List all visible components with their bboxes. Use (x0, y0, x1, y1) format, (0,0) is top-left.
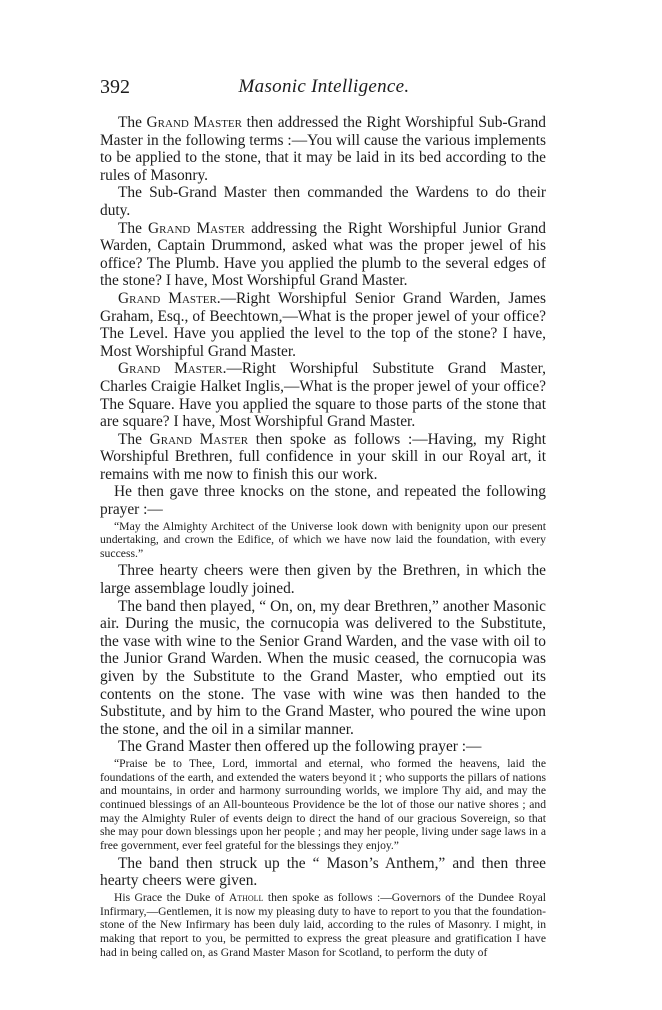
final-paragraph: His Grace the Duke of Atholl then spoke as follows :—Governors of the Dundee Royal Infirmary,—Gentlemen, it is now my pleasing duty to have to report to you that the foundation-stone of the New Infirmary has been duly laid, according to the rules of Masonry. I might, in making that report to you, be permitted to express the great pleasure and gratification I have had in being called on, as Grand Master Mason for Scotland, to perform the duty of (100, 891, 547, 959)
prayer-quote: “Praise be to Thee, Lord, immortal and eternal, who formed the heavens, laid the foundations of the earth, and extended the waters beyond it ; who supports the pillars of nations and mountains, in order and harmony surrounding worlds, we implore Thy aid, and may the continued blessings of an All-bounteous Providence be the lot of those our native shores ; and may the Almighty Ruler of events deign to direct the hand of our gracious Sovereign, so that she may pour down blessings upon her people ; and may her people, living under sage laws in a free government, ever feel grateful for the blessings they enjoy.” (100, 756, 546, 853)
page-number: 392 (100, 76, 130, 98)
paragraph: Three hearty cheers were then given by the Brethren, in which the large assemblage loudly joined. (100, 562, 546, 598)
paragraph: Grand Master.—Right Worshipful Senior Grand Warden, James Graham, Esq., of Beechtown,—What is the proper jewel of your office? The Level. Have you applied the level to the top of the stone? I have, Most Worshipful Grand Master. (100, 289, 546, 360)
page-header (100, 76, 548, 100)
prayer-quote: “May the Almighty Architect of the Universe look down with benignity upon our present undertaking, and crown the Edifice, of which we have now laid the foundation, with every success.” (100, 519, 546, 560)
speaker-name: Grand Master (148, 219, 245, 237)
speaker-name: Grand Master (146, 114, 242, 131)
paragraph: He then gave three knocks on the stone, and repeated the following prayer :— (100, 483, 546, 519)
paragraph: The Grand Master then addressed the Right Worshipful Sub-Grand Master in the following terms :—You will cause the various implements to be applied to the stone, that it may be laid in its bed according to the rules of Masonry. (100, 114, 547, 184)
speaker-name: Grand Master (118, 289, 217, 307)
speaker-name: Grand Master (118, 360, 223, 378)
article-body (100, 114, 546, 962)
paragraph: The Grand Master then spoke as follows :—Having, my Right Worshipful Brethren, full confidence in your skill in our Royal art, it remains with me now to finish this our work. (100, 430, 547, 483)
paragraph: The band then played, “ On, on, my dear Brethren,” another Masonic air. During the music, the cornucopia was delivered to the Substitute, the vase with wine to the Senior Grand Warden, and the vase with oil to the Junior Grand Warden. When the music ceased, the cornucopia was given by the Substitute to the Grand Master, who emptied out its contents on the stone. The vase with wine was then handed to the Substitute, and by him to the Grand Master, who poured the wine upon the stone, and the oil in a similar manner. (100, 597, 546, 738)
paragraph: The band then struck up the “ Mason’s Anthem,” and then three hearty cheers were given. (100, 854, 546, 890)
speaker-name: Grand Master (149, 430, 249, 448)
paragraph: The Grand Master addressing the Right Worshipful Junior Grand Warden, Captain Drummond, asked what was the proper jewel of his office? The Plumb. Have you applied the plumb to the several edges of the stone? I have, Most Worshipful Grand Master. (100, 219, 546, 290)
paragraph: The Sub-Grand Master then commanded the Wardens to do their duty. (100, 184, 546, 219)
paragraph: The Grand Master then offered up the following prayer :— (118, 738, 482, 756)
duke-name: Atholl (228, 891, 264, 905)
running-title: Masonic Intelligence. (238, 76, 410, 97)
paragraph: Grand Master.—Right Worshipful Substitute Grand Master, Charles Craigie Halket Inglis,—What is the proper jewel of your office? The Square. Have you applied the square to those parts of the stone that are square? I have, Most Worshipful Grand Master. (100, 360, 546, 431)
